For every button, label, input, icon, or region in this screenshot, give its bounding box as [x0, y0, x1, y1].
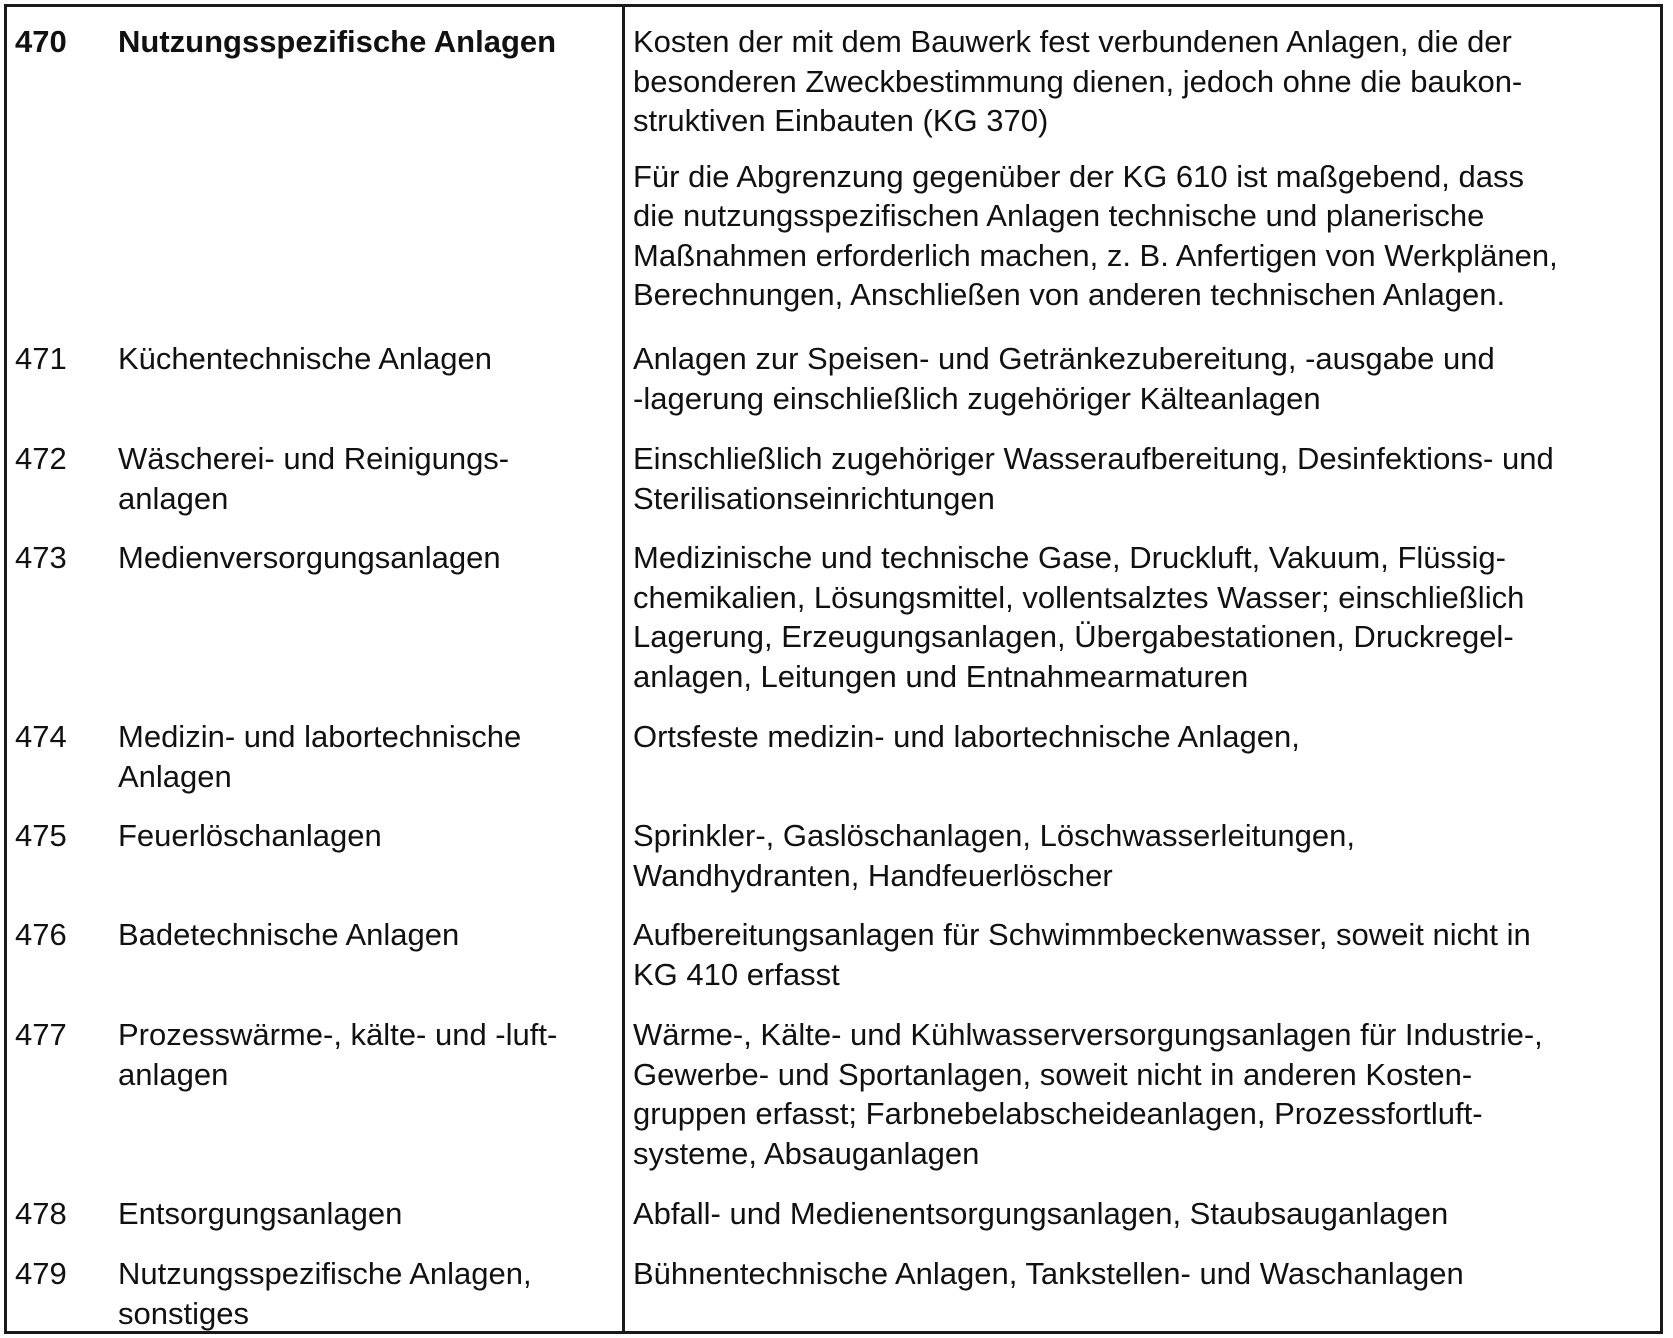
title-line: Wäscherei- und Reinigungs-: [118, 441, 510, 476]
cost-group-code: 479: [15, 1256, 67, 1291]
desc-line: Anlagen zur Speisen- und Getränkezubereitung, -ausgabe und: [633, 341, 1495, 376]
desc-line: Gewerbe- und Sportanlagen, soweit nicht in anderen Kosten-: [633, 1056, 1473, 1092]
title-line: Feuerlöschanlagen: [118, 818, 382, 853]
cost-group-description: [633, 816, 1658, 895]
column-divider: [622, 7, 625, 1331]
desc-line: gruppen erfasst; Farbnebelabscheideanlagen, Prozessfortluft-: [633, 1096, 1483, 1131]
title-line: sonstiges: [118, 1295, 249, 1331]
cost-group-description: [633, 1254, 1658, 1294]
cost-group-description: [633, 1194, 1658, 1234]
cost-group-title: [118, 915, 618, 955]
desc-line: Bühnentechnische Anlagen, Tankstellen- und Waschanlagen: [633, 1256, 1464, 1291]
title-line: Medizin- und labortechnische: [118, 719, 522, 754]
cost-group-title: [118, 1254, 618, 1333]
desc-line: Wärme-, Kälte- und Kühlwasserversorgungsanlagen für Industrie-,: [633, 1017, 1543, 1052]
desc-line: Für die Abgrenzung gegenüber der KG 610 ist maßgebend, dass: [633, 158, 1524, 194]
cost-group-description: [633, 538, 1658, 696]
cost-group-title: [118, 339, 618, 379]
desc-line: Aufbereitungsanlagen für Schwimmbeckenwasser, soweit nicht in: [633, 917, 1531, 952]
desc-line: Lagerung, Erzeugungsanlagen, Übergabestationen, Druckregel-: [633, 619, 1514, 654]
desc-line: Medizinische und technische Gase, Druckluft, Vakuum, Flüssig-: [633, 540, 1506, 575]
cost-group-description: [633, 22, 1658, 315]
cost-group-description: [633, 1015, 1658, 1173]
cost-group-description: [633, 915, 1658, 994]
cost-group-code: 474: [15, 719, 67, 754]
cost-group-title: [118, 1194, 618, 1234]
title-line: Entsorgungsanlagen: [118, 1196, 403, 1231]
desc-line: Berechnungen, Anschließen von anderen technischen Anlagen.: [633, 277, 1506, 312]
desc-line: KG 410 erfasst: [633, 956, 840, 992]
desc-line: -lagerung einschließlich zugehöriger Kälteanlagen: [633, 380, 1321, 416]
cost-group-description: [633, 717, 1658, 757]
desc-line: Sprinkler-, Gaslöschanlagen, Löschwasserleitungen,: [633, 818, 1356, 853]
description-paragraph-2: [633, 157, 1658, 315]
cost-group-code: 475: [15, 818, 67, 853]
cost-group-code: 477: [15, 1017, 67, 1052]
title-line: Prozesswärme-, kälte- und -luft-: [118, 1017, 558, 1052]
desc-line: systeme, Absauganlagen: [633, 1135, 980, 1171]
cost-group-code: 472: [15, 441, 67, 476]
desc-line: besonderen Zweckbestimmung dienen, jedoch ohne die baukon-: [633, 63, 1523, 99]
title-line: anlagen: [118, 1056, 229, 1092]
title-line: Badetechnische Anlagen: [118, 917, 460, 952]
cost-group-code: 473: [15, 540, 67, 575]
desc-line: Sterilisationseinrichtungen: [633, 480, 995, 516]
desc-line: Maßnahmen erforderlich machen, z. B. Anfertigen von Werkplänen,: [633, 237, 1558, 273]
cost-group-title: [118, 439, 618, 518]
cost-group-code: 478: [15, 1196, 67, 1231]
cost-group-description: [633, 339, 1658, 418]
desc-line: Wandhydranten, Handfeuerlöscher: [633, 857, 1113, 893]
cost-group-description: [633, 439, 1658, 518]
title-line: Medienversorgungsanlagen: [118, 540, 501, 575]
title-line: Küchentechnische Anlagen: [118, 341, 493, 376]
cost-group-code: 476: [15, 917, 67, 952]
desc-line: struktiven Einbauten (KG 370): [633, 103, 1049, 138]
cost-group-title: [118, 717, 618, 796]
desc-line: Ortsfeste medizin- und labortechnische Anlagen,: [633, 719, 1300, 754]
title-line: Nutzungsspezifische Anlagen,: [118, 1256, 532, 1291]
desc-line: Kosten der mit dem Bauwerk fest verbundenen Anlagen, die der: [633, 24, 1512, 59]
desc-line: anlagen, Leitungen und Entnahmearmaturen: [633, 658, 1249, 694]
cost-group-title: [118, 1015, 618, 1094]
desc-line: Abfall- und Medienentsorgungsanlagen, Staubsauganlagen: [633, 1196, 1449, 1231]
desc-line: Einschließlich zugehöriger Wasseraufbereitung, Desinfektions- und: [633, 441, 1554, 476]
cost-group-title: [118, 538, 618, 578]
cost-group-code: 471: [15, 341, 67, 376]
cost-group-title: [118, 22, 618, 62]
cost-group-code: 470: [15, 24, 67, 59]
cost-group-title: [118, 816, 618, 856]
desc-line: chemikalien, Lösungsmittel, vollentsalztes Wasser; einschließlich: [633, 579, 1525, 615]
title-line: anlagen: [118, 480, 229, 516]
title-line: Anlagen: [118, 758, 232, 794]
cost-group-table: [4, 4, 1663, 1334]
desc-line: die nutzungsspezifischen Anlagen technische und planerische: [633, 198, 1485, 233]
title-line: Nutzungsspezifische Anlagen: [118, 24, 557, 59]
